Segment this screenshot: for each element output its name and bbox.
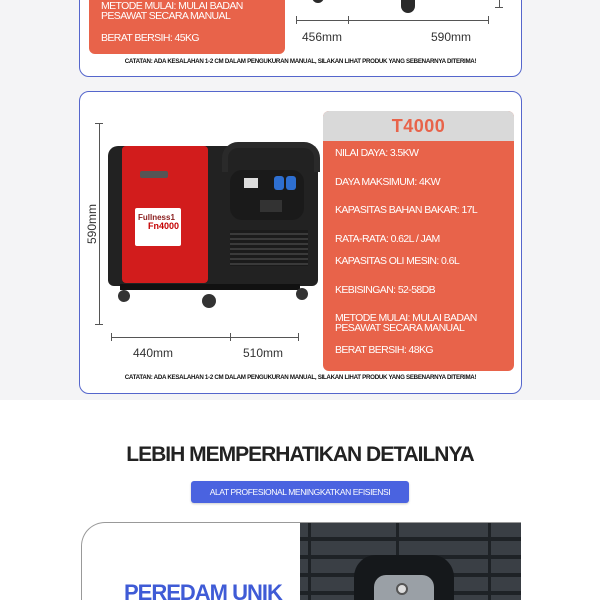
dimension-tick xyxy=(488,16,489,24)
depth-dimension-label: 440mm xyxy=(133,346,174,360)
spec-line: BERAT BERSIH: 48KG xyxy=(335,344,433,356)
dimension-tick xyxy=(298,333,299,341)
dimension-tick xyxy=(296,16,297,24)
spec-line: KAPASITAS OLI MESIN: 0.6L xyxy=(335,255,460,267)
depth-dimension-label: 456mm xyxy=(302,30,343,44)
label-model: Fn4000 xyxy=(147,221,179,231)
measurement-note: CATATAN: ADA KESALAHAN 1-2 CM DALAM PENGUKURAN MANUAL, SILAKAN LIHAT PRODUK YANG SEBENARNYA DITERIMA! xyxy=(124,58,477,65)
generator-handle xyxy=(222,142,320,172)
spec-card-previous xyxy=(79,0,522,77)
wheel-icon xyxy=(202,294,216,308)
spec-line: BERAT BERSIH: 45KG xyxy=(101,32,199,44)
dimension-tick xyxy=(95,324,103,325)
measurement-note: CATATAN: ADA KESALAHAN 1-2 CM DALAM PENGUKURAN MANUAL, SILAKAN LIHAT PRODUK YANG SEBENARNYA DITERIMA! xyxy=(124,374,477,381)
feature-title: PEREDAM UNIK xyxy=(124,580,282,600)
wheel-icon xyxy=(118,290,130,302)
generator-base xyxy=(120,284,300,290)
spec-line: RATA-RATA: 0.62L / JAM xyxy=(335,233,440,245)
spec-line: KAPASITAS BAHAN BAKAR: 17L xyxy=(335,204,478,216)
section-title: LEBIH MEMPERHATIKAN DETAILNYA xyxy=(126,443,474,466)
grille-bar xyxy=(308,523,311,600)
width-dimension-label: 590mm xyxy=(431,30,472,44)
wheel-icon xyxy=(312,0,324,3)
wheel-icon xyxy=(296,288,308,300)
spec-panel-t4000 xyxy=(323,111,514,371)
dimension-tick xyxy=(111,333,112,341)
spec-line: PESAWAT SECARA MANUAL xyxy=(101,10,231,22)
spec-plate xyxy=(260,200,282,212)
spec-panel-previous xyxy=(89,0,285,54)
dimension-tick xyxy=(95,123,103,124)
dimension-tick xyxy=(348,16,349,24)
muffler-photo xyxy=(300,523,521,600)
height-dimension-line xyxy=(99,123,100,324)
spec-line: KEBISINGAN: 52-58DB xyxy=(335,284,436,296)
subtitle-badge: ALAT PROFESIONAL MENINGKATKAN EFISIENSI xyxy=(191,481,409,503)
width-dimension-label: 510mm xyxy=(243,346,284,360)
screw-icon xyxy=(396,583,408,595)
height-dimension-label: 590mm xyxy=(85,203,100,245)
product-label xyxy=(135,208,181,246)
dimension-tick xyxy=(495,7,503,8)
grille-bar xyxy=(488,523,491,600)
power-socket xyxy=(274,176,284,190)
spec-line: NILAI DAYA: 3.5KW xyxy=(335,147,419,159)
spec-line: METODE MULAI: MULAI BADAN xyxy=(335,312,477,324)
vent-grille xyxy=(230,230,308,266)
model-title: T4000 xyxy=(323,111,514,141)
control-panel xyxy=(230,170,304,220)
spec-line: PESAWAT SECARA MANUAL xyxy=(335,322,465,334)
spec-line: DAYA MAKSIMUM: 4KW xyxy=(335,176,440,188)
spec-card-t4000 xyxy=(79,91,522,394)
dimension-line xyxy=(111,337,299,338)
spec-line: METODE MULAI: MULAI BADAN xyxy=(101,0,243,12)
power-socket xyxy=(286,176,296,190)
brand-logo xyxy=(140,171,168,178)
voltmeter xyxy=(244,178,258,188)
dimension-tick xyxy=(499,0,500,7)
wheel-icon xyxy=(401,0,415,13)
feature-card-muffler xyxy=(81,522,521,600)
dimension-tick xyxy=(230,333,231,341)
dimension-line xyxy=(296,20,489,21)
generator-image xyxy=(102,134,322,314)
label-brand: Fullness1 xyxy=(138,213,175,222)
